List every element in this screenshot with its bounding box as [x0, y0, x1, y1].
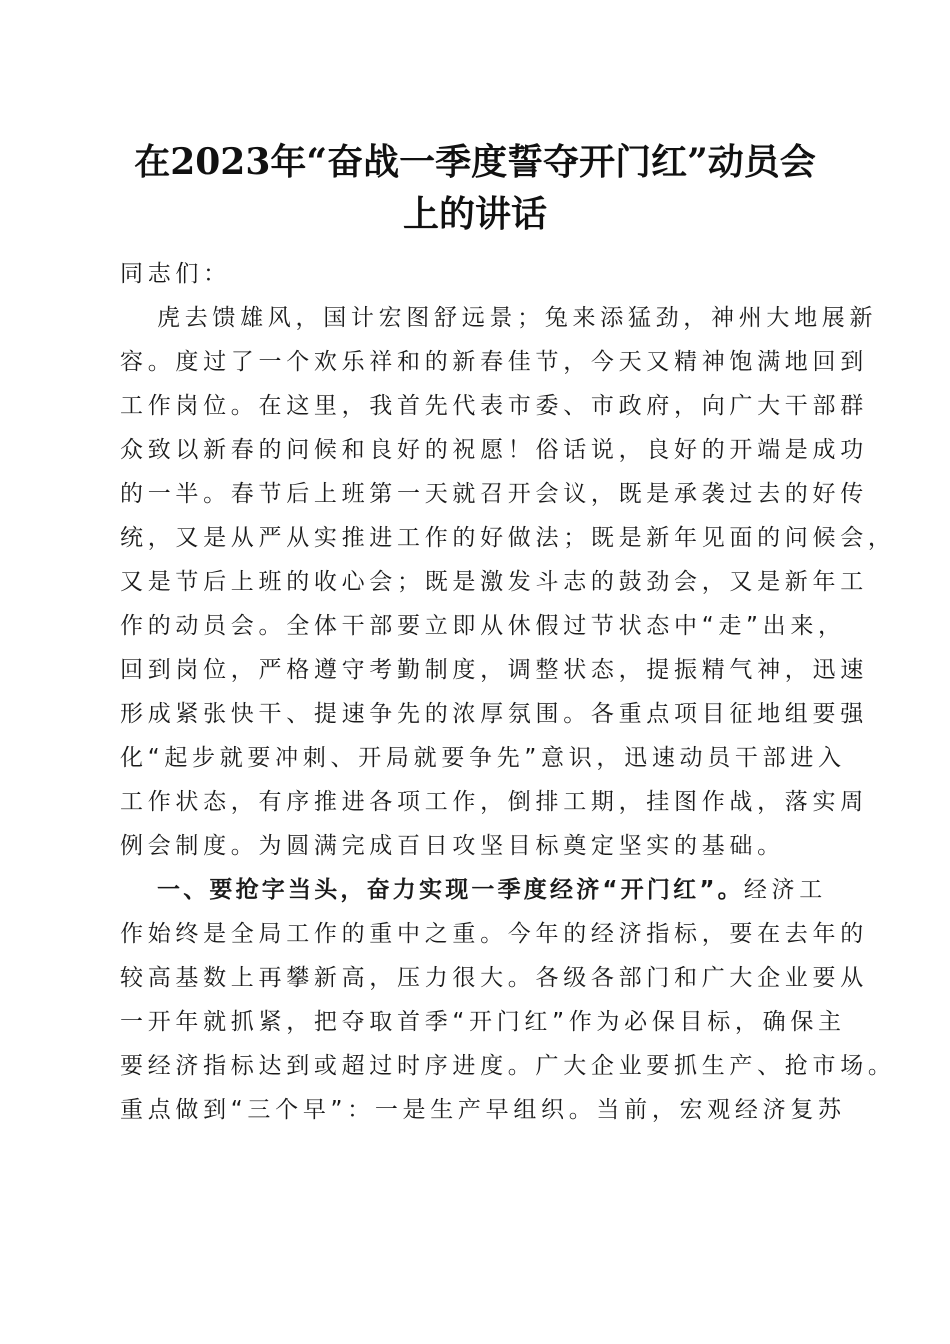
section-1-heading: 一、要抢字当头，奋力实现一季度经济“开门红”。 [157, 877, 744, 903]
paragraph-line: 工作岗位。在这里，我首先代表市委、市政府，向广大干部群 [120, 393, 868, 419]
salutation: 同志们： [120, 261, 231, 287]
paragraph-line: 众致以新春的问候和良好的祝愿！俗话说，良好的开端是成功 [120, 437, 868, 463]
paragraph-line: 较高基数上再攀新高，压力很大。各级各部门和广大企业要从 [120, 965, 868, 991]
paragraph-line: 化“起步就要冲刺、开局就要争先”意识，迅速动员干部进入 [120, 745, 846, 771]
title-line-1: 在2023年“奋战一季度誓夺开门红”动员会 [134, 141, 816, 183]
paragraph-line: 形成紧张快干、提速争先的浓厚氛围。各重点项目征地组要强 [120, 701, 868, 727]
paragraph-line: 回到岗位，严格遵守考勤制度，调整状态，提振精气神，迅速 [120, 657, 868, 683]
paragraph-line: 重点做到“三个早”：一是生产早组织。当前，宏观经济复苏 [120, 1097, 846, 1123]
paragraph-line: 统，又是从严从实推进工作的好做法；既是新年见面的问候会， [120, 525, 896, 551]
section-1-heading-tail: 经济工 [743, 877, 827, 903]
page-title [100, 136, 850, 240]
title-line-2: 上的讲话 [402, 193, 547, 235]
speech-body [120, 252, 896, 1132]
section-1-first-line [120, 868, 840, 912]
paragraph-line: 作始终是全局工作的重中之重。今年的经济指标，要在去年的 [120, 921, 868, 947]
paragraph-line: 虎去馈雄风，国计宏图舒远景；兔来添猛劲，神州大地展新 [157, 305, 878, 331]
paragraph-line: 工作状态，有序推进各项工作，倒排工期，挂图作战，落实周 [120, 789, 868, 815]
paragraph-line: 的一半。春节后上班第一天就召开会议，既是承袭过去的好传 [120, 481, 868, 507]
paragraph-line: 容。度过了一个欢乐祥和的新春佳节，今天又精神饱满地回到 [120, 349, 868, 375]
paragraph-line: 一开年就抓紧，把夺取首季“开门红”作为必保目标，确保主 [120, 1009, 846, 1035]
paragraph-line: 作的动员会。全体干部要立即从休假过节状态中“走”出来， [120, 613, 846, 639]
paragraph-line: 要经济指标达到或超过时序进度。广大企业要抓生产、抢市场。 [120, 1053, 896, 1079]
paragraph-line: 例会制度。为圆满完成百日攻坚目标奠定坚实的基础。 [120, 833, 785, 859]
paragraph-line: 又是节后上班的收心会；既是激发斗志的鼓劲会，又是新年工 [120, 569, 868, 595]
